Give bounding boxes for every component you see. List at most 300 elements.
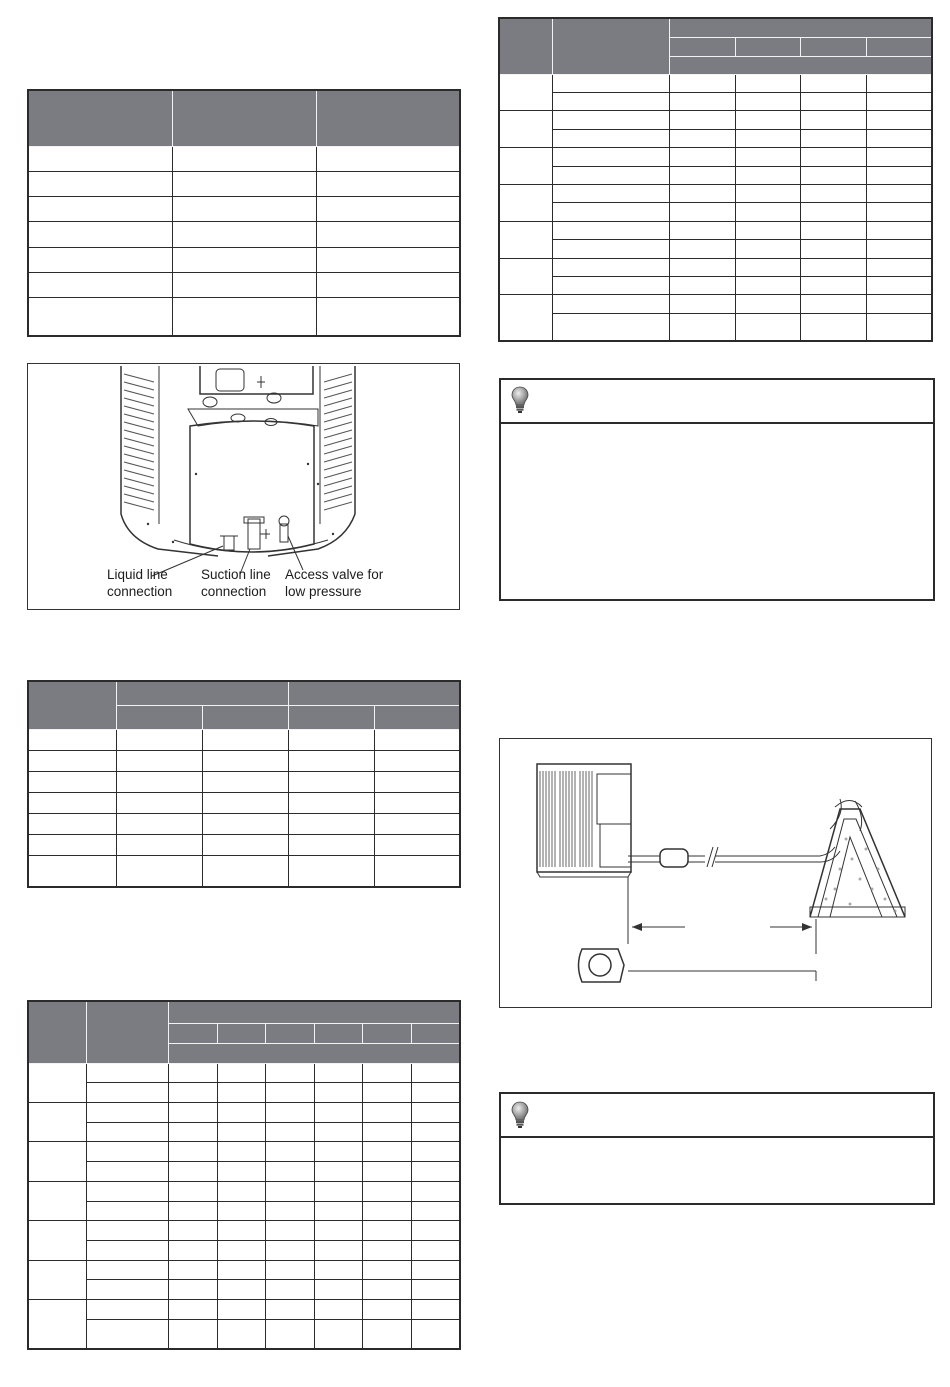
table-row bbox=[499, 295, 932, 313]
table-2-cell bbox=[374, 813, 460, 834]
table-row bbox=[28, 1319, 460, 1349]
table-3-cell bbox=[28, 1102, 86, 1141]
table-4-cell bbox=[800, 111, 866, 129]
table-3-cell bbox=[411, 1122, 460, 1142]
table-row bbox=[499, 184, 932, 202]
table-4-cell bbox=[669, 166, 735, 184]
table-3-cell bbox=[314, 1162, 362, 1182]
table-4-cell bbox=[552, 240, 669, 258]
table-3-cell bbox=[86, 1063, 168, 1083]
table-3-cell bbox=[28, 1260, 86, 1299]
table-4-header-cell bbox=[669, 37, 735, 56]
table-4-cell bbox=[552, 203, 669, 221]
table-3-cell bbox=[411, 1260, 460, 1280]
table-3-header-cell bbox=[265, 1023, 314, 1043]
table-3-cell bbox=[314, 1221, 362, 1241]
table-4-cell bbox=[552, 74, 669, 92]
table-4-cell bbox=[800, 276, 866, 294]
table-3-cell bbox=[265, 1221, 314, 1241]
table-2-cell bbox=[288, 771, 374, 792]
table-4-cell bbox=[866, 240, 932, 258]
table-row bbox=[499, 148, 932, 166]
table-1-cell bbox=[28, 273, 172, 298]
table-4-cell bbox=[800, 166, 866, 184]
table-2 bbox=[27, 680, 461, 888]
table-2-cell bbox=[374, 729, 460, 750]
table-1-cell bbox=[28, 298, 172, 336]
liquid-line-label: Liquid line connection bbox=[107, 567, 173, 599]
table-2-cell bbox=[116, 813, 202, 834]
table-3-cell bbox=[217, 1083, 265, 1103]
table-3-cell bbox=[217, 1300, 265, 1320]
table-4-cell bbox=[866, 313, 932, 341]
table-3 bbox=[27, 1000, 461, 1350]
table-3-cell bbox=[28, 1142, 86, 1181]
table-3-cell bbox=[362, 1181, 411, 1201]
table-2-cell bbox=[28, 813, 116, 834]
table-4-cell bbox=[499, 258, 552, 295]
table-3-cell bbox=[217, 1240, 265, 1260]
table-1-cell bbox=[316, 171, 460, 196]
table-4-cell bbox=[800, 313, 866, 341]
table-4-cell bbox=[669, 129, 735, 147]
table-4-cell bbox=[800, 240, 866, 258]
table-1-cell bbox=[28, 222, 172, 247]
table-2-cell bbox=[116, 750, 202, 771]
table-3-cell bbox=[86, 1201, 168, 1221]
table-4-cell bbox=[800, 203, 866, 221]
table-2-cell bbox=[288, 792, 374, 813]
table-4-header-cell bbox=[669, 56, 932, 74]
table-3-cell bbox=[168, 1162, 217, 1182]
table-row bbox=[499, 129, 932, 147]
table-4-cell bbox=[735, 295, 800, 313]
table-4-cell bbox=[735, 92, 800, 110]
table-3-cell bbox=[362, 1142, 411, 1162]
table-1-cell bbox=[172, 197, 316, 222]
table-3-cell bbox=[314, 1280, 362, 1300]
table-4-cell bbox=[669, 295, 735, 313]
table-2-cell bbox=[288, 813, 374, 834]
table-2-cell bbox=[202, 750, 288, 771]
table-3-header-cell bbox=[168, 1043, 460, 1063]
table-4-cell bbox=[499, 221, 552, 258]
table-1-cell bbox=[316, 146, 460, 171]
table-3-cell bbox=[217, 1181, 265, 1201]
table-4-cell bbox=[552, 221, 669, 239]
table-3-cell bbox=[28, 1181, 86, 1220]
table-3-cell bbox=[362, 1083, 411, 1103]
table-2-cell bbox=[28, 729, 116, 750]
suction-line-label: Suction line connection bbox=[201, 567, 271, 599]
table-4-cell bbox=[669, 313, 735, 341]
table-1-cell bbox=[172, 247, 316, 272]
table-4-cell bbox=[866, 129, 932, 147]
table-4-cell bbox=[552, 184, 669, 202]
table-1-header-cell bbox=[316, 90, 460, 146]
table-4-header-cell bbox=[552, 18, 669, 74]
table-2-header-cell bbox=[116, 681, 288, 705]
table-4-cell bbox=[552, 111, 669, 129]
table-2-header-cell bbox=[288, 705, 374, 729]
table-3-cell bbox=[314, 1319, 362, 1349]
table-4-cell bbox=[866, 258, 932, 276]
table-4-cell bbox=[735, 203, 800, 221]
table-3-header-cell bbox=[362, 1023, 411, 1043]
table-3-cell bbox=[362, 1260, 411, 1280]
table-4-header-cell bbox=[669, 18, 932, 37]
table-4-cell bbox=[669, 258, 735, 276]
table-4-cell bbox=[552, 129, 669, 147]
table-4-cell bbox=[669, 74, 735, 92]
table-row bbox=[499, 221, 932, 239]
table-2-cell bbox=[202, 771, 288, 792]
table-3-cell bbox=[168, 1122, 217, 1142]
table-3-header-cell bbox=[168, 1023, 217, 1043]
table-3-cell bbox=[168, 1319, 217, 1349]
table-4-cell bbox=[800, 74, 866, 92]
table-3-header-cell bbox=[86, 1001, 168, 1063]
table-1-cell bbox=[172, 273, 316, 298]
table-row bbox=[28, 1063, 460, 1083]
table-3-cell bbox=[265, 1181, 314, 1201]
table-4-cell bbox=[735, 111, 800, 129]
table-4-cell bbox=[552, 92, 669, 110]
table-3-cell bbox=[411, 1083, 460, 1103]
service-valves-figure bbox=[27, 363, 460, 610]
table-3-cell bbox=[86, 1122, 168, 1142]
table-2-cell bbox=[374, 855, 460, 887]
table-3-cell bbox=[86, 1260, 168, 1280]
table-2-cell bbox=[202, 834, 288, 855]
table-2-cell bbox=[288, 834, 374, 855]
note-header bbox=[501, 1094, 933, 1138]
table-4-cell bbox=[499, 148, 552, 185]
table-3-cell bbox=[86, 1162, 168, 1182]
table-4-cell bbox=[735, 74, 800, 92]
table-4-cell bbox=[866, 276, 932, 294]
table-4-cell bbox=[800, 129, 866, 147]
table-row bbox=[28, 1300, 460, 1320]
table-1-cell bbox=[28, 247, 172, 272]
table-3-cell bbox=[411, 1063, 460, 1083]
table-3-cell bbox=[217, 1280, 265, 1300]
table-3-cell bbox=[28, 1300, 86, 1349]
table-3-cell bbox=[168, 1181, 217, 1201]
table-3-cell bbox=[168, 1083, 217, 1103]
table-1-cell bbox=[28, 171, 172, 196]
table-4-cell bbox=[866, 166, 932, 184]
table-4-cell bbox=[866, 148, 932, 166]
table-2-cell bbox=[28, 834, 116, 855]
table-4-cell bbox=[735, 129, 800, 147]
table-3-cell bbox=[217, 1063, 265, 1083]
table-1-cell bbox=[316, 247, 460, 272]
table-3-cell bbox=[217, 1260, 265, 1280]
table-1 bbox=[27, 89, 461, 337]
table-3-cell bbox=[265, 1102, 314, 1122]
table-4-cell bbox=[669, 276, 735, 294]
table-3-cell bbox=[314, 1260, 362, 1280]
table-3-cell bbox=[168, 1260, 217, 1280]
table-3-cell bbox=[168, 1300, 217, 1320]
table-3-cell bbox=[28, 1063, 86, 1102]
table-row bbox=[499, 92, 932, 110]
table-4-cell bbox=[735, 313, 800, 341]
table-row bbox=[28, 1260, 460, 1280]
table-4-cell bbox=[866, 74, 932, 92]
table-3-cell bbox=[411, 1201, 460, 1221]
table-row bbox=[499, 111, 932, 129]
table-2-cell bbox=[116, 834, 202, 855]
table-3-cell bbox=[86, 1181, 168, 1201]
table-3-cell bbox=[411, 1319, 460, 1349]
table-1-cell bbox=[28, 146, 172, 171]
table-3-cell bbox=[86, 1083, 168, 1103]
table-3-cell bbox=[217, 1102, 265, 1122]
table-4-header-cell bbox=[735, 37, 800, 56]
table-row bbox=[499, 166, 932, 184]
table-3-header-cell bbox=[217, 1023, 265, 1043]
table-3-cell bbox=[265, 1319, 314, 1349]
table-3-cell bbox=[411, 1280, 460, 1300]
table-4-cell bbox=[669, 203, 735, 221]
table-4-cell bbox=[800, 295, 866, 313]
table-2-header-cell bbox=[374, 705, 460, 729]
table-3-cell bbox=[217, 1162, 265, 1182]
table-3-cell bbox=[265, 1260, 314, 1280]
table-4-cell bbox=[552, 276, 669, 294]
table-3-cell bbox=[314, 1181, 362, 1201]
table-3-cell bbox=[411, 1300, 460, 1320]
table-2-cell bbox=[116, 729, 202, 750]
table-3-cell bbox=[86, 1221, 168, 1241]
table-4-cell bbox=[800, 184, 866, 202]
table-2-cell bbox=[374, 750, 460, 771]
table-4-cell bbox=[669, 148, 735, 166]
table-2-cell bbox=[28, 855, 116, 887]
table-4-cell bbox=[735, 258, 800, 276]
table-1-cell bbox=[172, 171, 316, 196]
access-valve-label: Access valve for low pressure bbox=[285, 567, 384, 599]
table-2-cell bbox=[116, 855, 202, 887]
table-4-cell bbox=[669, 111, 735, 129]
line-length-figure bbox=[499, 738, 932, 1008]
table-3-cell bbox=[362, 1280, 411, 1300]
table-3-cell bbox=[86, 1142, 168, 1162]
table-3-cell bbox=[265, 1300, 314, 1320]
table-4-cell bbox=[499, 111, 552, 148]
table-row bbox=[499, 276, 932, 294]
table-row bbox=[28, 1102, 460, 1122]
table-3-cell bbox=[362, 1300, 411, 1320]
table-3-cell bbox=[86, 1280, 168, 1300]
table-4-cell bbox=[735, 221, 800, 239]
table-3-cell bbox=[411, 1162, 460, 1182]
table-3-cell bbox=[411, 1102, 460, 1122]
table-3-cell bbox=[86, 1319, 168, 1349]
table-4-cell bbox=[866, 295, 932, 313]
table-2-cell bbox=[116, 792, 202, 813]
table-2-cell bbox=[374, 771, 460, 792]
table-3-cell bbox=[265, 1280, 314, 1300]
table-4-cell bbox=[499, 184, 552, 221]
table-2-cell bbox=[374, 834, 460, 855]
note-header bbox=[501, 380, 933, 424]
table-4-cell bbox=[866, 203, 932, 221]
table-4-cell bbox=[800, 92, 866, 110]
table-3-cell bbox=[265, 1240, 314, 1260]
table-3-cell bbox=[362, 1162, 411, 1182]
table-4-cell bbox=[669, 184, 735, 202]
table-2-cell bbox=[288, 750, 374, 771]
table-2-cell bbox=[202, 855, 288, 887]
table-3-cell bbox=[411, 1240, 460, 1260]
table-3-header-cell bbox=[314, 1023, 362, 1043]
table-3-cell bbox=[168, 1063, 217, 1083]
table-3-header-cell bbox=[168, 1001, 460, 1023]
table-3-cell bbox=[411, 1181, 460, 1201]
table-4-header-cell bbox=[866, 37, 932, 56]
table-3-cell bbox=[86, 1240, 168, 1260]
table-2-header-cell bbox=[28, 681, 116, 729]
table-2-header-cell bbox=[116, 705, 202, 729]
table-3-cell bbox=[314, 1201, 362, 1221]
table-row bbox=[28, 1122, 460, 1142]
table-1-cell bbox=[316, 222, 460, 247]
table-4-cell bbox=[800, 221, 866, 239]
table-4-cell bbox=[552, 258, 669, 276]
table-2-cell bbox=[28, 771, 116, 792]
table-2-header-cell bbox=[288, 681, 460, 705]
table-3-cell bbox=[168, 1142, 217, 1162]
table-2-cell bbox=[288, 855, 374, 887]
table-4-cell bbox=[552, 295, 669, 313]
table-3-cell bbox=[362, 1221, 411, 1241]
table-1-cell bbox=[316, 273, 460, 298]
table-3-cell bbox=[265, 1063, 314, 1083]
table-3-cell bbox=[217, 1122, 265, 1142]
table-4-cell bbox=[800, 258, 866, 276]
table-3-cell bbox=[86, 1300, 168, 1320]
table-4-cell bbox=[866, 111, 932, 129]
table-3-header-cell bbox=[28, 1001, 86, 1063]
table-4 bbox=[498, 17, 933, 342]
table-1-cell bbox=[172, 298, 316, 336]
table-4-cell bbox=[800, 148, 866, 166]
table-3-cell bbox=[314, 1122, 362, 1142]
table-row bbox=[499, 313, 932, 341]
table-4-cell bbox=[866, 221, 932, 239]
table-row bbox=[28, 1142, 460, 1162]
table-row bbox=[28, 1201, 460, 1221]
table-3-cell bbox=[362, 1240, 411, 1260]
table-2-cell bbox=[374, 792, 460, 813]
table-3-cell bbox=[217, 1319, 265, 1349]
table-4-cell bbox=[552, 148, 669, 166]
note-box-1 bbox=[499, 378, 935, 601]
table-4-cell bbox=[669, 92, 735, 110]
table-3-cell bbox=[314, 1142, 362, 1162]
table-row bbox=[28, 1240, 460, 1260]
table-1-cell bbox=[316, 197, 460, 222]
table-4-cell bbox=[669, 221, 735, 239]
table-2-cell bbox=[288, 729, 374, 750]
table-3-cell bbox=[314, 1300, 362, 1320]
table-3-cell bbox=[217, 1201, 265, 1221]
table-4-cell bbox=[735, 148, 800, 166]
table-4-cell bbox=[735, 166, 800, 184]
table-3-cell bbox=[265, 1122, 314, 1142]
table-3-cell bbox=[217, 1221, 265, 1241]
table-2-header-cell bbox=[202, 705, 288, 729]
table-3-cell bbox=[411, 1221, 460, 1241]
table-1-header-cell bbox=[172, 90, 316, 146]
table-4-cell bbox=[552, 166, 669, 184]
table-3-cell bbox=[168, 1221, 217, 1241]
table-2-cell bbox=[28, 792, 116, 813]
table-2-cell bbox=[202, 792, 288, 813]
table-3-cell bbox=[168, 1102, 217, 1122]
table-3-cell bbox=[362, 1122, 411, 1142]
table-1-cell bbox=[316, 298, 460, 336]
table-3-cell bbox=[265, 1162, 314, 1182]
table-4-cell bbox=[735, 184, 800, 202]
table-3-cell bbox=[168, 1280, 217, 1300]
table-4-header-cell bbox=[499, 18, 552, 74]
table-1-cell bbox=[172, 222, 316, 247]
table-4-cell bbox=[735, 276, 800, 294]
table-row bbox=[499, 240, 932, 258]
table-3-cell bbox=[86, 1102, 168, 1122]
table-row bbox=[499, 74, 932, 92]
table-row bbox=[28, 1083, 460, 1103]
table-4-cell bbox=[866, 92, 932, 110]
table-4-cell bbox=[499, 295, 552, 341]
table-3-cell bbox=[314, 1102, 362, 1122]
table-row bbox=[28, 1280, 460, 1300]
line-length-illustration bbox=[500, 739, 931, 1007]
table-3-cell bbox=[362, 1201, 411, 1221]
table-3-cell bbox=[28, 1221, 86, 1260]
lightbulb-icon bbox=[511, 386, 529, 419]
table-3-cell bbox=[265, 1142, 314, 1162]
table-row bbox=[499, 258, 932, 276]
table-3-cell bbox=[411, 1142, 460, 1162]
table-4-cell bbox=[669, 240, 735, 258]
table-row bbox=[28, 1221, 460, 1241]
table-3-cell bbox=[217, 1142, 265, 1162]
table-3-cell bbox=[362, 1319, 411, 1349]
table-row bbox=[28, 1162, 460, 1182]
table-2-cell bbox=[202, 813, 288, 834]
table-3-cell bbox=[314, 1240, 362, 1260]
table-3-cell bbox=[265, 1201, 314, 1221]
table-3-cell bbox=[314, 1063, 362, 1083]
table-3-cell bbox=[265, 1083, 314, 1103]
table-row bbox=[28, 1181, 460, 1201]
table-4-cell bbox=[735, 240, 800, 258]
table-3-cell bbox=[362, 1102, 411, 1122]
table-4-cell bbox=[499, 74, 552, 111]
table-2-cell bbox=[28, 750, 116, 771]
table-3-cell bbox=[168, 1240, 217, 1260]
table-3-cell bbox=[314, 1083, 362, 1103]
table-4-header-cell bbox=[800, 37, 866, 56]
table-3-header-cell bbox=[411, 1023, 460, 1043]
table-1-cell bbox=[28, 197, 172, 222]
table-1-cell bbox=[172, 146, 316, 171]
